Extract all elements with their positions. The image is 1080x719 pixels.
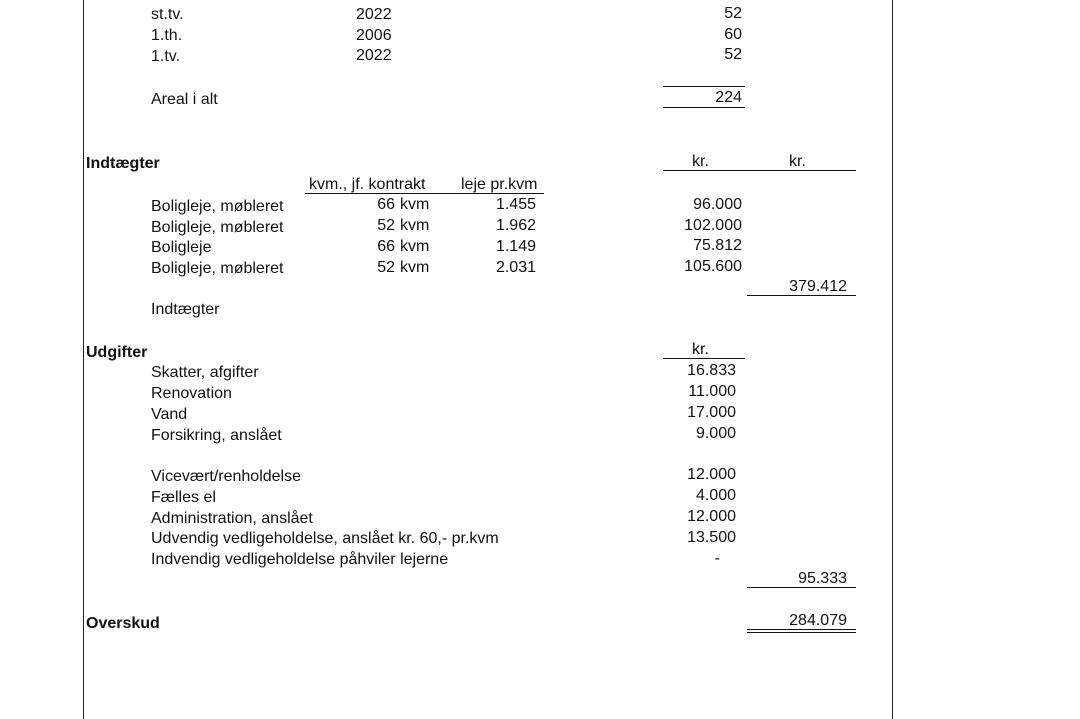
income-label: Boligleje, møbleret (151, 219, 284, 236)
income-header-underline (663, 170, 856, 171)
income-amount: 105.600 (684, 258, 742, 275)
expense-label: Renovation (151, 385, 232, 402)
expense-amount: - (714, 550, 720, 567)
area-total-underline (663, 107, 745, 108)
expenses-total-underline (747, 587, 856, 588)
income-label: Boligleje, møbleret (151, 198, 284, 215)
expense-amount: 13.500 (687, 529, 736, 546)
income-amount: 75.812 (693, 237, 742, 254)
income-amount: 102.000 (684, 217, 742, 234)
income-unit: kvm (400, 217, 430, 234)
surplus-label: Overskud (86, 615, 160, 632)
income-total-value: 379.412 (789, 278, 847, 295)
income-subheader-underline (305, 193, 544, 194)
income-kvm: 66 (377, 196, 395, 213)
expense-label: Vicevært/renholdelse (151, 468, 302, 485)
rent-col-header: leje pr.kvm (461, 176, 538, 193)
expense-amount: 12.000 (687, 508, 736, 525)
expense-amount: 4.000 (695, 487, 736, 504)
year-value: 2006 (356, 27, 392, 44)
income-label: Boligleje, møbleret (151, 260, 284, 277)
income-rate: 1.149 (495, 238, 536, 255)
income-amount: 96.000 (693, 196, 742, 213)
expense-label: Vand (151, 406, 188, 423)
expenses-col-kr-header: kr. (692, 341, 709, 358)
expense-label: Administration, anslået (151, 510, 313, 527)
expense-label: Skatter, afgifter (151, 364, 259, 381)
income-kvm: 52 (377, 259, 395, 276)
expenses-header-underline (663, 358, 745, 359)
income-total-label: Indtægter (151, 301, 220, 318)
expense-label: Udvendig vedligeholdelse, anslået kr. 60,- pr.kvm (151, 530, 499, 547)
income-total-col-kr-header: kr. (789, 153, 806, 170)
floor-label: st.tv. (151, 6, 184, 23)
income-total-underline (747, 295, 856, 296)
area-value: 52 (724, 46, 742, 63)
income-rate: 1.962 (495, 217, 536, 234)
area-value: 60 (724, 26, 742, 43)
year-value: 2022 (356, 47, 392, 64)
income-unit: kvm (400, 196, 430, 213)
floor-label: 1.th. (151, 27, 183, 44)
income-label: Boligleje (151, 239, 212, 256)
expense-label: Indvendig vedligeholdelse påhviler lejerne (151, 551, 449, 568)
expense-amount: 16.833 (687, 362, 736, 379)
income-kvm: 52 (377, 217, 395, 234)
income-unit: kvm (400, 238, 430, 255)
expenses-total-value: 95.333 (798, 570, 847, 587)
surplus-underline-2 (747, 632, 856, 633)
expenses-heading: Udgifter (86, 344, 148, 361)
expense-label: Forsikring, anslået (151, 427, 282, 444)
income-rate: 2.031 (495, 259, 536, 276)
income-unit: kvm (400, 259, 430, 276)
area-value: 52 (724, 5, 742, 22)
surplus-underline-1 (747, 629, 856, 630)
income-col-kr-header: kr. (692, 153, 709, 170)
surplus-value: 284.079 (789, 612, 847, 629)
area-total-value: 224 (715, 89, 742, 106)
expense-amount: 11.000 (688, 383, 736, 400)
expense-label: Fælles el (151, 489, 216, 506)
area-total-label: Areal i alt (151, 91, 218, 108)
expense-amount: 17.000 (687, 404, 736, 421)
expense-amount: 12.000 (687, 466, 736, 483)
floor-label: 1.tv. (151, 48, 181, 65)
income-heading: Indtægter (86, 155, 160, 172)
kvm-col-header: kvm., jf. kontrakt (309, 176, 426, 193)
expense-amount: 9.000 (695, 425, 736, 442)
income-kvm: 66 (377, 238, 395, 255)
year-value: 2022 (356, 6, 392, 23)
area-sum-line (663, 86, 745, 87)
income-rate: 1.455 (495, 196, 536, 213)
